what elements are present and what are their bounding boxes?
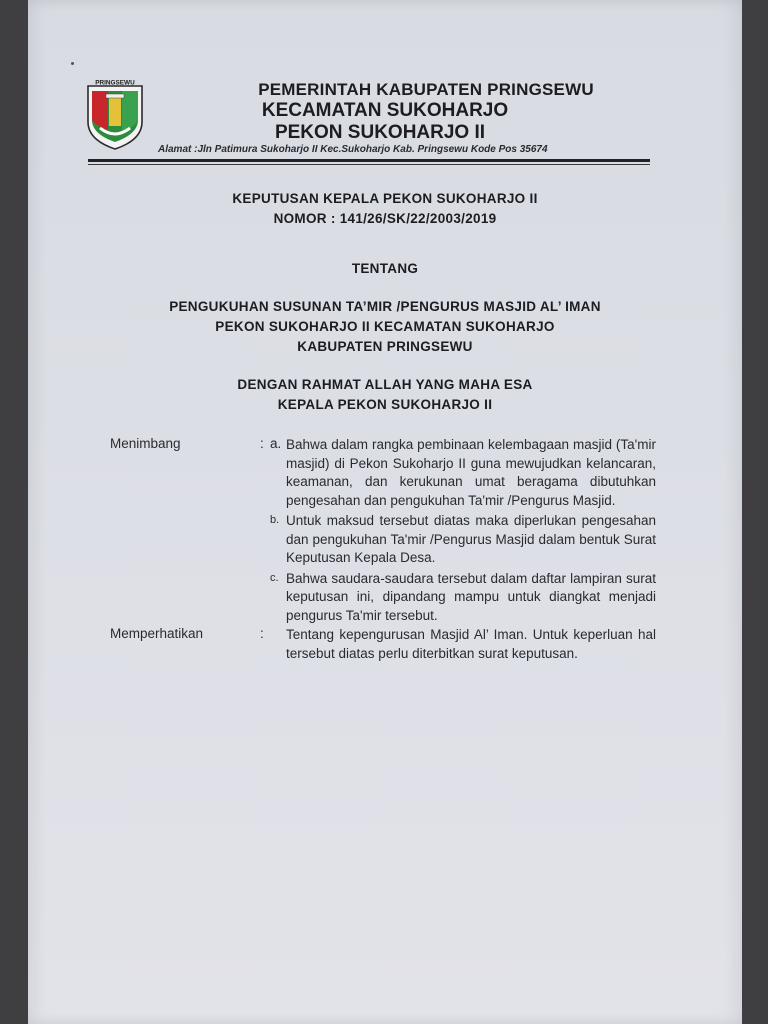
paper-speck [71,62,74,65]
menimbang-section [110,436,670,625]
item-marker: b. [270,514,280,526]
decree-body [110,436,670,663]
subject-line: PEKON SUKOHARJO II KECAMATAN SUKOHARJO [215,319,555,334]
letterhead-village: PEKON SUKOHARJO II [274,122,486,143]
decree-subject [60,297,710,357]
tentang-label: TENTANG [351,261,419,276]
preamble-line: KEPALA PEKON SUKOHARJO II [277,397,493,412]
subject-line: KABUPATEN PRINGSEWU [297,339,473,354]
consideration-item [110,512,670,568]
letterhead-government: PEMERINTAH KABUPATEN PRINGSEWU [258,80,594,99]
subject-line: PENGUKUHAN SUSUNAN TA’MIR /PENGURUS MASJID AL’ IMAN [169,299,601,314]
preamble-line: DENGAN RAHMAT ALLAH YANG MAHA ESA [237,377,533,392]
memperhatikan-section [110,626,670,663]
menimbang-label: Menimbang [110,436,181,451]
consideration-item [110,570,670,626]
decree-number: NOMOR : 141/26/SK/22/2003/2019 [273,211,497,226]
letterhead-rule [88,159,650,162]
item-marker: a. [270,436,282,451]
decree-title: KEPUTUSAN KEPALA PEKON SUKOHARJO II [232,191,538,206]
letterhead [150,80,680,144]
letterhead-rule-thin [88,164,650,165]
logo-label: PRINGSEWU [95,79,135,87]
decree-heading [60,189,710,229]
item-text: Bahwa dalam rangka pembinaan kelembagaan masjid (Ta'mir masjid) di Pekon Sukoharjo II guna mewujudkan kelancaran, keamanan, dan kerukunan umat beragama dibutuhkan pengesahan dan pengukuhan Ta'mir /Pengurus Masjid. [286,437,656,508]
memperhatikan-text: Tentang kepengurusan Masjid Al’ Iman. Untuk keperluan hal tersebut diatas perlu diterbitkan surat keputusan. [286,627,656,661]
letterhead-district: KECAMATAN SUKOHARJO [261,100,509,121]
decree-preamble [60,375,710,415]
item-text: Untuk maksud tersebut diatas maka diperlukan pengesahan dan pengukuhan Ta'mir /Pengurus Masjid dalam bentuk Surat Keputusan Kepala Desa. [286,513,656,565]
consideration-item [110,436,670,510]
item-text: Bahwa saudara-saudara tersebut dalam daftar lampiran surat keputusan ini, dipandang mampu untuk diangkat menjadi pengurus Ta'mir tersebut. [286,570,656,623]
memperhatikan-item [110,626,670,663]
memperhatikan-label: Memperhatikan [110,626,204,641]
letterhead-address: Alamat :Jln Patimura Sukoharjo II Kec.Sukoharjo Kab. Pringsewu Kode Pos 35674 [158,144,548,155]
decree-tentang [60,259,710,279]
memperhatikan-colon: : [260,626,264,641]
item-marker: c. [270,571,279,584]
menimbang-colon: : [260,436,264,451]
